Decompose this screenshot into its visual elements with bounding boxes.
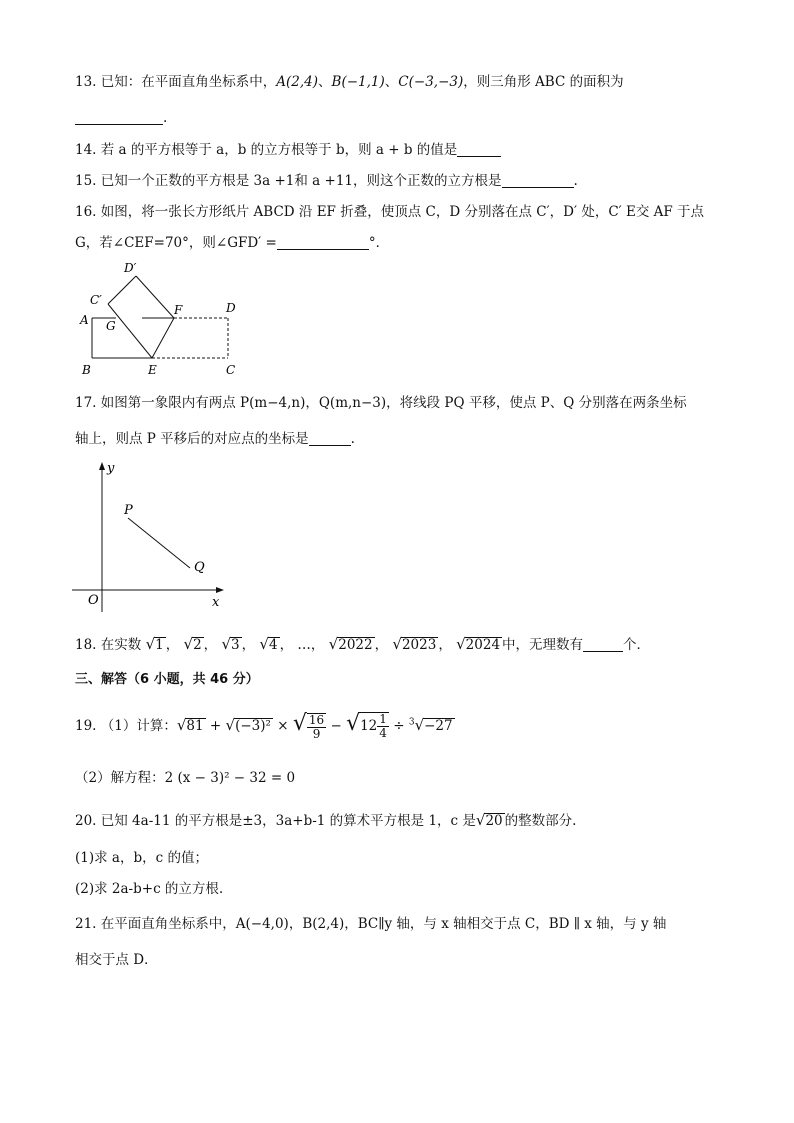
question-15: 15. 已知一个正数的平方根是 3a +1和 a +11，则这个正数的立方根是 . [75, 173, 578, 189]
question-17-line2: 轴上，则点 P 平移后的对应点的坐标是 . [75, 431, 355, 447]
label-C-prime: C′ [90, 293, 102, 307]
answer-blank[interactable] [583, 637, 623, 652]
answer-blank[interactable] [277, 235, 369, 250]
label-A: A [80, 313, 89, 327]
answer-blank[interactable] [75, 110, 163, 125]
label-B: B [82, 363, 91, 377]
question-14: 14. 若 a 的平方根等于 a，b 的立方根等于 b，则 a + b 的值是 [75, 140, 501, 160]
section-3-title: 三、解答（6 小题，共 46 分） [75, 672, 259, 687]
label-D: D [226, 301, 236, 315]
label-F: F [174, 303, 183, 317]
question-16-line1: 16. 如图，将一张长方形纸片 ABCD 沿 EF 折叠，使顶点 C，D 分别落在点 C′，D′ 处，C′ E交 AF 于点 [75, 204, 705, 220]
question-21-line2: 相交于点 D． [75, 952, 158, 968]
label-E: E [148, 363, 157, 377]
question-13-answer: . [75, 108, 167, 128]
question-16-line2: G，若∠CEF=70°，则∠GFD′ = °． [75, 235, 390, 251]
question-17-line1: 17. 如图第一象限内有两点 P(m−4,n)，Q(m,n−3)，将线段 PQ 平移，使点 P、Q 分别落在两条坐标 [75, 395, 687, 411]
question-21-line1: 21. 在平面直角坐标系中，A(−4,0)，B(2,4)，BC∥y 轴，与 x 轴相交于点 C，BD ∥ x 轴，与 y 轴 [75, 916, 667, 932]
question-18: 18. 在实数 √1 ， √2 ， √3 ， √4 ， …， √2022 ， √2023 ， √2024 中，无理数有 个． [75, 635, 651, 653]
question-20: 20. 已知 4a-11 的平方根是±3，3a+b-1 的算术平方根是 1，c 是√20 的整数部分. [75, 811, 577, 829]
label-y: y [107, 461, 115, 476]
label-P: P [124, 503, 133, 518]
q17-figure [70, 458, 240, 618]
label-Q: Q [194, 560, 205, 575]
question-19-part1: 19. （1）计算：√81 + √(−3)² × √ $\frac{16}{9}$ − √12 $\frac{1}{4}$ ÷ $^3$√−27 [75, 711, 453, 741]
label-x: x [212, 595, 220, 610]
label-C: C [226, 363, 236, 377]
answer-blank[interactable] [502, 173, 574, 188]
answer-blank[interactable] [309, 431, 351, 446]
label-G: G [106, 319, 116, 333]
answer-blank[interactable] [457, 142, 501, 157]
question-20-sub2: (2)求 2a-b+c 的立方根. [75, 881, 224, 897]
q16-figure [70, 258, 250, 378]
question-19-part2: （2）解方程：2 (x − 3)² − 32 = 0 [75, 770, 296, 786]
label-D-prime: D′ [124, 261, 137, 275]
question-20-sub1: (1)求 a，b，c 的值； [75, 850, 208, 866]
question-13: 13. 已知：在平面直角坐标系中，A(2,4)、B(−1,1)、C(−3,−3)，则三角形 ABC 的面积为 [75, 74, 624, 90]
label-O: O [88, 593, 99, 608]
